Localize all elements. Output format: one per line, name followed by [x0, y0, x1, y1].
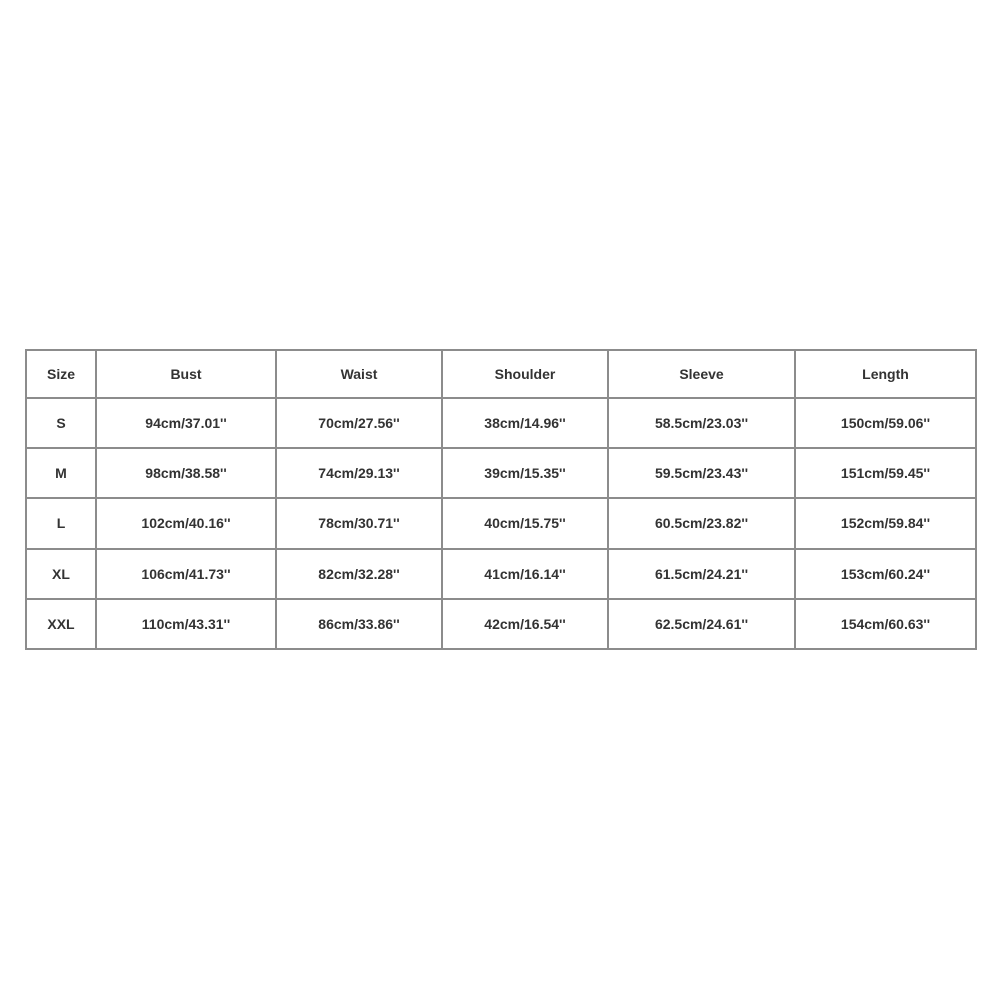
header-size: Size — [26, 350, 96, 398]
header-waist: Waist — [276, 350, 442, 398]
table-row — [26, 398, 976, 448]
size-cell: XXL — [26, 599, 96, 649]
bust-cell: 102cm/40.16'' — [96, 498, 276, 548]
header-length: Length — [795, 350, 976, 398]
waist-cell: 86cm/33.86'' — [276, 599, 442, 649]
table-row — [26, 498, 976, 548]
size-cell: M — [26, 448, 96, 498]
size-cell: S — [26, 398, 96, 448]
sleeve-cell: 61.5cm/24.21'' — [608, 549, 795, 599]
shoulder-cell: 40cm/15.75'' — [442, 498, 608, 548]
sleeve-cell: 58.5cm/23.03'' — [608, 398, 795, 448]
shoulder-cell: 38cm/14.96'' — [442, 398, 608, 448]
length-cell: 154cm/60.63'' — [795, 599, 976, 649]
header-row — [26, 350, 976, 398]
shoulder-cell: 42cm/16.54'' — [442, 599, 608, 649]
waist-cell: 82cm/32.28'' — [276, 549, 442, 599]
length-cell: 150cm/59.06'' — [795, 398, 976, 448]
sleeve-cell: 60.5cm/23.82'' — [608, 498, 795, 548]
bust-cell: 98cm/38.58'' — [96, 448, 276, 498]
size-cell: L — [26, 498, 96, 548]
header-bust: Bust — [96, 350, 276, 398]
waist-cell: 78cm/30.71'' — [276, 498, 442, 548]
bust-cell: 110cm/43.31'' — [96, 599, 276, 649]
bust-cell: 94cm/37.01'' — [96, 398, 276, 448]
table-row — [26, 599, 976, 649]
shoulder-cell: 39cm/15.35'' — [442, 448, 608, 498]
waist-cell: 70cm/27.56'' — [276, 398, 442, 448]
size-cell: XL — [26, 549, 96, 599]
sleeve-cell: 59.5cm/23.43'' — [608, 448, 795, 498]
sleeve-cell: 62.5cm/24.61'' — [608, 599, 795, 649]
header-shoulder: Shoulder — [442, 350, 608, 398]
bust-cell: 106cm/41.73'' — [96, 549, 276, 599]
length-cell: 153cm/60.24'' — [795, 549, 976, 599]
table-row — [26, 448, 976, 498]
length-cell: 151cm/59.45'' — [795, 448, 976, 498]
waist-cell: 74cm/29.13'' — [276, 448, 442, 498]
size-chart-table — [25, 349, 977, 650]
table-row — [26, 549, 976, 599]
header-sleeve: Sleeve — [608, 350, 795, 398]
shoulder-cell: 41cm/16.14'' — [442, 549, 608, 599]
length-cell: 152cm/59.84'' — [795, 498, 976, 548]
